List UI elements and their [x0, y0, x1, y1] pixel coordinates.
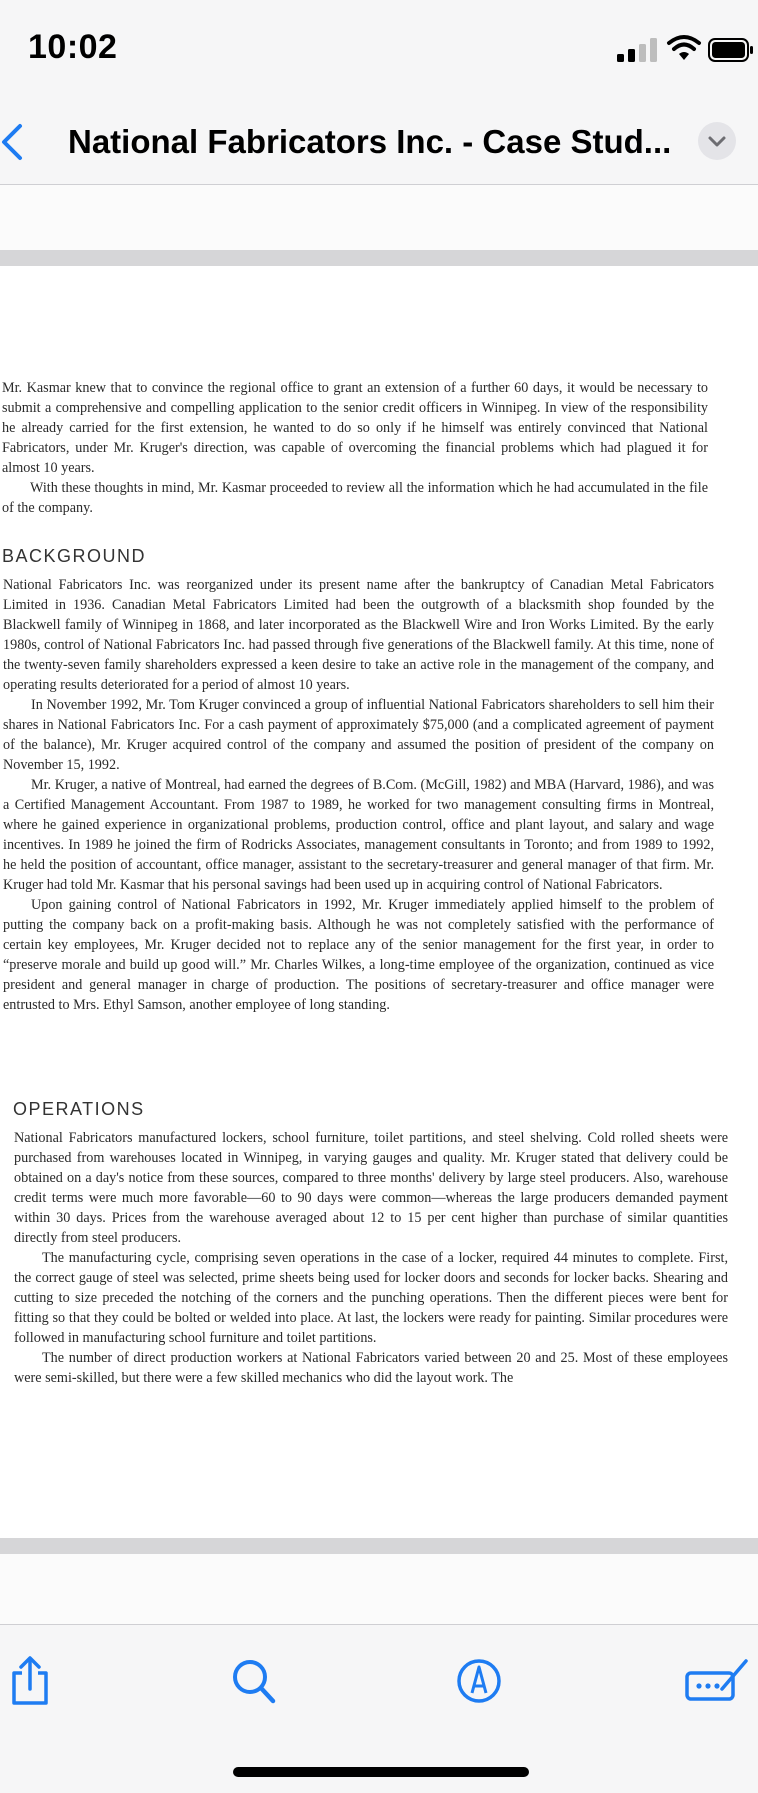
- back-chevron-icon[interactable]: [0, 120, 26, 164]
- page-divider: [0, 1538, 758, 1554]
- paragraph: National Fabricators manufactured lockers, school furniture, toilet partitions, and steel shelving. Cold rolled sheets were purchased from warehouses located in Winnipeg, in varying gauges and quality. Mr. Kruger stated that delivery could be obtained on a day's notice from these sources, compared to three months' delivery by large steel producers. Also, warehouse credit terms were much more favorable—60 to 90 days were common—whereas the large producers demanded payment within 30 days. Prices from the warehouse averaged about 12 to 15 per cent higher than purchase of similar quantities directly from steel producers.: [14, 1130, 728, 1246]
- background-text: [3, 575, 714, 1015]
- paragraph: Mr. Kruger, a native of Montreal, had earned the degrees of B.Com. (McGill, 1982) and MBA (Harvard, 1986), and was a Certified Management Accountant. From 1987 to 1989, he worked for two management consulting firms in Montreal, where he gained experience in organizational problems, production control, office and plant layout, and salary and wage incentives. In 1989 he joined the firm of Rodricks Associates, management consultants in Toronto; and from 1989 to 1992, he held the position of accountant, office manager, assistant to the secretary-treasurer and general manager of that firm. Mr. Kruger had told Mr. Kasmar that his personal savings had been used up in acquiring control of National Fabricators.: [3, 777, 714, 893]
- battery-icon: [708, 38, 754, 62]
- search-icon[interactable]: [229, 1655, 277, 1707]
- paragraph: With these thoughts in mind, Mr. Kasmar proceeded to review all the information which he had accumulated in the file of the company.: [2, 480, 708, 516]
- intro-text: [2, 378, 708, 518]
- paragraph: Mr. Kasmar knew that to convince the regional office to grant an extension of a further 60 days, it would be necessary to submit a comprehensive and compelling application to the senior credit officers in Winnipeg. In view of the responsibility he already carried for the first extension, he wanted to do so only if he himself was entirely convinced that National Fabricators, under Mr. Kruger's direction, was capable of overcoming the financial problems which had plagued it for almost 10 years.: [2, 380, 708, 476]
- title-menu-button[interactable]: [698, 122, 736, 160]
- paragraph: In November 1992, Mr. Tom Kruger convinced a group of influential National Fabricators shareholders to sell him their shares in National Fabricators Inc. For a cash payment of approximately $75,000 (and a complicated agreement of payment of the balance), Mr. Kruger acquired control of the company and assumed the position of president of the company on November 15, 1992.: [3, 697, 714, 773]
- paragraph: Upon gaining control of National Fabricators in 1992, Mr. Kruger immediately applied himself to the problem of putting the company back on a profit-making basis. Although he was not completely satisfied with the performance of certain key employees, Mr. Kruger decided not to replace any of the senior management for the first year, in order to “preserve morale and build up good will.” Mr. Charles Wilkes, a long-time employee of the organization, continued as vice president and general manager in charge of production. The positions of secretary-treasurer and office manager were entrusted to Mrs. Ethyl Samson, another employee of long standing.: [3, 897, 714, 1013]
- chevron-down-icon: [698, 122, 736, 160]
- status-bar: [0, 0, 758, 100]
- status-time: 10:02: [28, 28, 118, 66]
- markup-icon[interactable]: [455, 1655, 503, 1707]
- operations-text: [14, 1128, 728, 1388]
- signal-icon: [617, 38, 659, 62]
- page-divider: [0, 250, 758, 266]
- edit-icon[interactable]: [684, 1655, 750, 1707]
- share-icon[interactable]: [6, 1655, 54, 1707]
- wifi-icon: [666, 34, 702, 62]
- navigation-bar: [0, 100, 758, 185]
- paragraph: The number of direct production workers at National Fabricators varied between 20 and 25. Most of these employees were semi-skilled, but there were a few skilled mechanics who did the layout work. The: [14, 1350, 728, 1386]
- section-heading-operations: OPERATIONS: [13, 1099, 145, 1119]
- home-indicator[interactable]: [233, 1767, 529, 1777]
- paragraph: The manufacturing cycle, comprising seven operations in the case of a locker, required 44 minutes to complete. First, the correct gauge of steel was selected, prime sheets being used for locker doors and seconds for locker backs. Shearing and cutting to size preceded the notching of the corners and the punching operations. Then the different pieces were bent for fitting so that they could be bolted or welded into place. At last, the lockers were ready for painting. Similar procedures were followed in manufacturing school furniture and toilet partitions.: [14, 1250, 728, 1346]
- document-title: National Fabricators Inc. - Case Stud...: [68, 123, 672, 160]
- paragraph: National Fabricators Inc. was reorganized under its present name after the bankruptcy of Canadian Metal Fabricators Limited in 1936. Canadian Metal Fabricators Limited had been the outgrowth of a blacksmith shop founded by the Blackwell family of Winnipeg in 1868, and later incorporated as the Blackwell Wire and Iron Works Limited. By the early 1980s, control of National Fabricators Inc. had passed through five generations of the Blackwell family. At this time, none of the twenty-seven family shareholders expressed a keen desire to take an active role in the management of the company, and operating results deteriorated for a period of almost 10 years.: [3, 577, 714, 693]
- section-heading-background: BACKGROUND: [2, 546, 147, 566]
